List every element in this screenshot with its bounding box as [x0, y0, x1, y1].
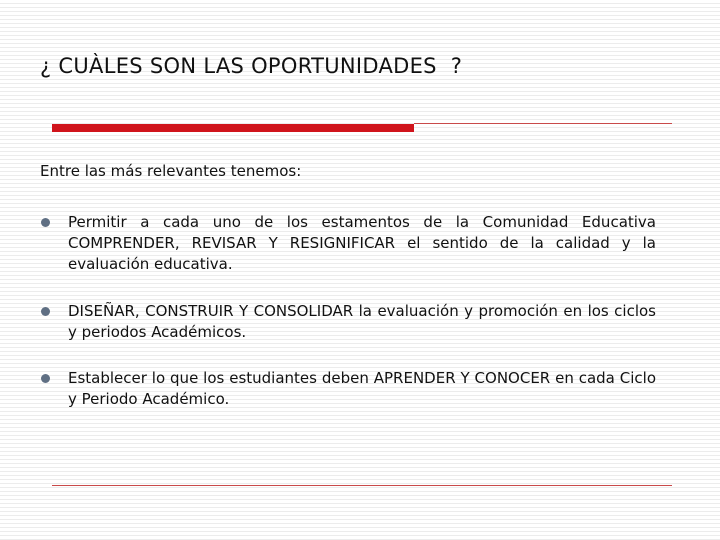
bullet-dot-icon [41, 218, 50, 227]
bullet-item [40, 212, 656, 275]
bullet-text: DISEÑAR, CONSTRUIR Y CONSOLIDAR la evaluación y promoción en los ciclos y periodos Académicos. [68, 302, 656, 341]
bullet-text: Permitir a cada uno de los estamentos de la Comunidad Educativa COMPRENDER, REVISAR Y RESIGNIFICAR el sentido de la calidad y la evaluación educativa. [68, 213, 656, 273]
bullet-item [40, 301, 656, 343]
bullet-dot-icon [41, 307, 50, 316]
bullet-list [40, 212, 656, 436]
slide-title: ¿ CUÀLES SON LAS OPORTUNIDADES ? [40, 54, 463, 78]
bullet-text: Establecer lo que los estudiantes deben APRENDER Y CONOCER en cada Ciclo y Periodo Académico. [68, 369, 656, 408]
title-accent-bar [52, 124, 414, 132]
footer-rule [52, 485, 672, 486]
intro-text: Entre las más relevantes tenemos: [40, 162, 302, 180]
title-underline [414, 123, 672, 124]
bullet-item [40, 368, 656, 410]
bullet-dot-icon [41, 374, 50, 383]
